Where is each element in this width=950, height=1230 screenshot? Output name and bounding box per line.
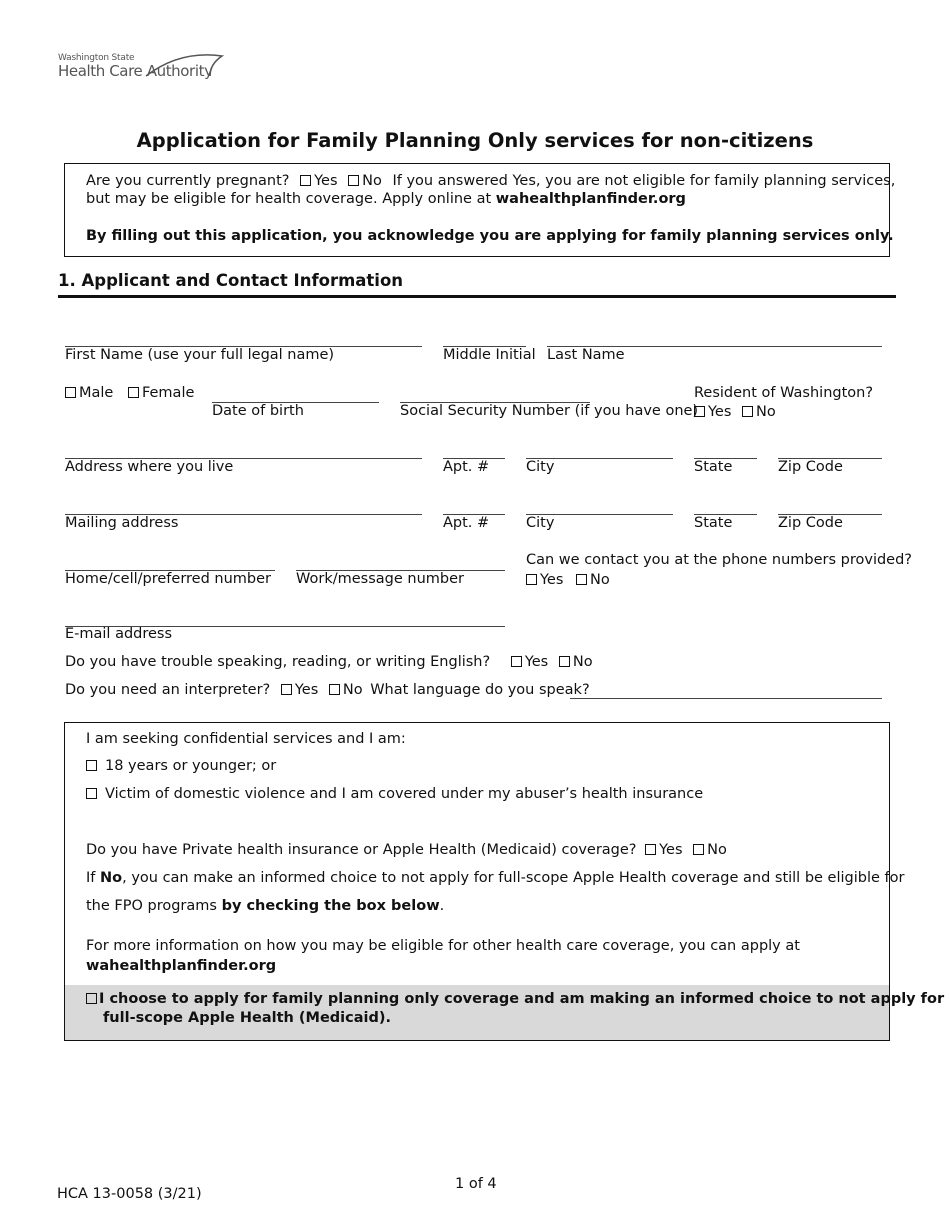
dob-label: Date of birth bbox=[212, 403, 304, 419]
page-number: 1 of 4 bbox=[455, 1176, 497, 1192]
english-yes-label: Yes bbox=[524, 654, 549, 670]
email-label: E-mail address bbox=[65, 626, 173, 642]
state-label: State bbox=[694, 459, 733, 475]
acknowledge-text: By filling out this application, you acknowledge you are applying for family planning services only. bbox=[86, 228, 894, 244]
english-question-line bbox=[65, 654, 593, 670]
more-info-site[interactable]: wahealthplanfinder.org bbox=[86, 958, 277, 974]
contact-options bbox=[526, 572, 610, 588]
mailing-city-label: City bbox=[526, 515, 555, 531]
choice-line-2: full-scope Apple Health (Medicaid). bbox=[103, 1010, 392, 1026]
fpo-period: . bbox=[439, 898, 445, 914]
dv-label: Victim of domestic violence and I am covered under my abuser’s health insurance bbox=[105, 786, 704, 802]
resident-options bbox=[694, 404, 776, 420]
section-divider bbox=[58, 295, 896, 298]
female-checkbox[interactable] bbox=[128, 387, 139, 398]
more-info-text: For more information on how you may be eligible for other health care coverage, you can apply at bbox=[86, 938, 800, 954]
page-title: Application for Family Planning Only services for non-citizens bbox=[136, 129, 814, 152]
address-label: Address where you live bbox=[65, 459, 234, 475]
pregnant-no-label: No bbox=[362, 173, 382, 189]
english-no-label: No bbox=[572, 654, 593, 670]
mailing-state-label: State bbox=[694, 515, 733, 531]
pregnant-question-line bbox=[86, 173, 895, 189]
interpreter-question: Do you need an interpreter? bbox=[65, 682, 271, 698]
city-label: City bbox=[526, 459, 555, 475]
contact-no-label: No bbox=[590, 572, 610, 588]
language-line[interactable] bbox=[570, 698, 882, 699]
contact-yes-checkbox[interactable] bbox=[526, 574, 537, 585]
fpo-text: the FPO programs bbox=[86, 898, 217, 914]
pregnant-yes-checkbox[interactable] bbox=[300, 175, 311, 186]
interpreter-no-checkbox[interactable] bbox=[329, 684, 340, 695]
fpo-bold: by checking the box below bbox=[221, 898, 440, 914]
resident-no-label: No bbox=[756, 404, 776, 420]
form-id: HCA 13-0058 (3/21) bbox=[57, 1186, 202, 1202]
if-no-rest: , you can make an informed choice to not apply for full-scope Apple Health coverage and still be eligible for bbox=[122, 870, 905, 886]
male-checkbox[interactable] bbox=[65, 387, 76, 398]
age-label: 18 years or younger; or bbox=[105, 758, 277, 774]
contact-question: Can we contact you at the phone numbers provided? bbox=[526, 552, 912, 568]
resident-yes-label: Yes bbox=[708, 404, 732, 420]
insurance-no-label: No bbox=[707, 842, 727, 858]
middle-initial-label: Middle Initial bbox=[443, 347, 536, 363]
mailing-apt-label: Apt. # bbox=[443, 515, 490, 531]
pregnant-question: Are you currently pregnant? bbox=[86, 173, 290, 189]
choice-checkbox[interactable] bbox=[86, 993, 97, 1004]
last-name-label: Last Name bbox=[547, 347, 625, 363]
pregnant-note2: but may be eligible for health coverage. Apply online at bbox=[86, 191, 492, 207]
section-title: 1. Applicant and Contact Information bbox=[58, 271, 404, 290]
contact-yes-label: Yes bbox=[540, 572, 564, 588]
interpreter-yes-label: Yes bbox=[294, 682, 319, 698]
confidential-intro: I am seeking confidential services and I am: bbox=[86, 731, 406, 747]
pregnant-note-line2 bbox=[86, 191, 686, 207]
site-link[interactable]: wahealthplanfinder.org bbox=[495, 191, 686, 207]
female-label: Female bbox=[141, 385, 195, 401]
language-question: What language do you speak? bbox=[370, 682, 590, 698]
pregnant-yes-label: Yes bbox=[314, 173, 338, 189]
work-phone-label: Work/message number bbox=[296, 571, 464, 587]
insurance-yes-label: Yes bbox=[659, 842, 683, 858]
resident-yes-checkbox[interactable] bbox=[694, 406, 705, 417]
sex-options bbox=[65, 385, 194, 401]
pregnant-note: If you answered Yes, you are not eligible for family planning services, bbox=[392, 173, 896, 189]
insurance-question: Do you have Private health insurance or Apple Health (Medicaid) coverage? bbox=[86, 842, 637, 858]
mailing-zip-label: Zip Code bbox=[778, 515, 843, 531]
resident-label: Resident of Washington? bbox=[694, 385, 874, 401]
interpreter-no-label: No bbox=[342, 682, 363, 698]
age-checkbox[interactable] bbox=[86, 760, 97, 771]
logo-swoosh-icon bbox=[140, 50, 226, 82]
ssn-label: Social Security Number (if you have one) bbox=[400, 403, 699, 419]
no-bold: No bbox=[100, 870, 123, 886]
zip-label: Zip Code bbox=[778, 459, 843, 475]
resident-no-checkbox[interactable] bbox=[742, 406, 753, 417]
mailing-label: Mailing address bbox=[65, 515, 179, 531]
dv-checkbox[interactable] bbox=[86, 788, 97, 799]
english-no-checkbox[interactable] bbox=[559, 656, 570, 667]
insurance-yes-checkbox[interactable] bbox=[645, 844, 656, 855]
home-phone-label: Home/cell/preferred number bbox=[65, 571, 272, 587]
choice-text-1: I choose to apply for family planning only coverage and am making an informed choice to not apply for bbox=[99, 991, 945, 1007]
english-question: Do you have trouble speaking, reading, or writing English? bbox=[65, 654, 491, 670]
first-name-label: First Name (use your full legal name) bbox=[65, 347, 335, 363]
choice-line-1 bbox=[86, 991, 944, 1007]
confidential-option-1 bbox=[86, 758, 276, 774]
interpreter-question-line bbox=[65, 682, 590, 698]
if-no-line bbox=[86, 870, 904, 886]
english-yes-checkbox[interactable] bbox=[511, 656, 522, 667]
apt-label: Apt. # bbox=[443, 459, 490, 475]
insurance-no-checkbox[interactable] bbox=[693, 844, 704, 855]
interpreter-yes-checkbox[interactable] bbox=[281, 684, 292, 695]
if-word: If bbox=[86, 870, 96, 886]
insurance-question-line bbox=[86, 842, 727, 858]
logo-state-text: Washington State bbox=[58, 53, 135, 63]
male-label: Male bbox=[79, 385, 114, 401]
confidential-option-2 bbox=[86, 786, 703, 802]
logo-agency-text: Health Care Authority bbox=[58, 62, 213, 80]
fpo-line bbox=[86, 898, 444, 914]
contact-no-checkbox[interactable] bbox=[576, 574, 587, 585]
pregnant-no-checkbox[interactable] bbox=[348, 175, 359, 186]
